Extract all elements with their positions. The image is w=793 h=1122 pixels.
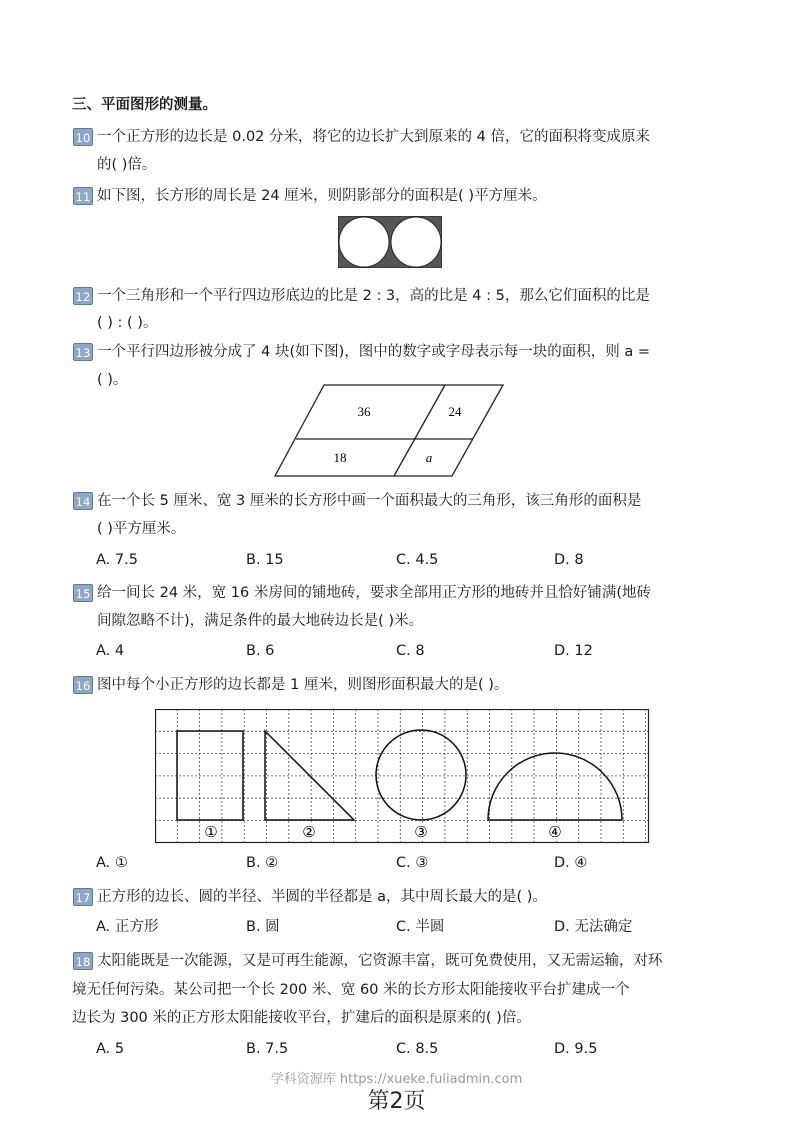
- q16-option-c[interactable]: C. ③: [396, 855, 429, 871]
- question-18-text-line3: 边长为 300 米的正方形太阳能接收平台，扩建后的面积是原来的( )倍。: [72, 1010, 531, 1026]
- question-number-17: 17: [73, 888, 93, 906]
- question-number-11: 11: [73, 187, 93, 205]
- shape-label-1: ①: [204, 823, 218, 841]
- q15-option-b[interactable]: B. 6: [246, 643, 275, 659]
- question-number-16: 16: [73, 676, 93, 694]
- shape-label-4: ④: [548, 823, 562, 841]
- question-16-text: 图中每个小正方形的边长都是 1 厘米，则图形面积最大的是( )。: [97, 677, 509, 693]
- footer-page-number: 第2页: [367, 1089, 426, 1114]
- q17-option-a[interactable]: A. 正方形: [96, 919, 159, 935]
- q15-option-a[interactable]: A. 4: [96, 643, 125, 659]
- question-number-15: 15: [73, 584, 93, 602]
- q18-option-a[interactable]: A. 5: [96, 1041, 125, 1057]
- question-10-text-line1: 一个正方形的边长是 0.02 分米，将它的边长扩大到原来的 4 倍，它的面积将变成原来: [97, 129, 650, 145]
- q14-option-a[interactable]: A. 7.5: [96, 552, 138, 568]
- area-label-36: 36: [357, 404, 371, 419]
- q18-option-c[interactable]: C. 8.5: [396, 1041, 439, 1057]
- parallelogram-outline: [275, 385, 503, 476]
- question-14-text-line1: 在一个长 5 厘米、宽 3 厘米的长方形中画一个面积最大的三角形，该三角形的面积是: [97, 493, 642, 509]
- q16-grid-figure: [155, 709, 651, 845]
- question-13-text-line2: ( )。: [97, 372, 128, 388]
- left-circle: [339, 217, 389, 267]
- q17-option-c[interactable]: C. 半圆: [396, 919, 445, 935]
- q15-option-c[interactable]: C. 8: [396, 643, 425, 659]
- question-15-text-line2: 间隙忽略不计)，满足条件的最大地砖边长是( )米。: [97, 613, 424, 629]
- question-18-text-line2: 境无任何污染。某公司把一个长 200 米、宽 60 米的长方形太阳能接收平台扩建成一个: [72, 982, 630, 998]
- q16-option-d[interactable]: D. ④: [554, 855, 588, 871]
- question-number-14: 14: [73, 492, 93, 510]
- q16-option-b[interactable]: B. ②: [246, 855, 279, 871]
- question-18-text-line1: 太阳能既是一次能源，又是可再生能源，它资源丰富，既可免费使用，又无需运输，对环: [97, 953, 663, 969]
- footer-site-link[interactable]: 学科资源库 https://xueke.fuliadmin.com: [270, 1072, 523, 1087]
- question-10-text-line2: 的( )倍。: [97, 157, 157, 173]
- question-17-text: 正方形的边长、圆的半径、半圆的半径都是 a，其中周长最大的是( )。: [97, 889, 547, 905]
- grid-border: [156, 710, 649, 843]
- question-14-text-line2: ( )平方厘米。: [97, 521, 186, 537]
- slanted-divider: [394, 385, 445, 476]
- q11-rectangle-circles-figure: [338, 216, 442, 268]
- shape-label-3: ③: [414, 823, 428, 841]
- shape-label-2: ②: [302, 823, 316, 841]
- area-label-a: a: [425, 450, 433, 465]
- question-15-text-line1: 给一间长 24 米，宽 16 米房间的铺地砖，要求全部用正方形的地砖并且恰好铺满(地砖: [97, 585, 651, 601]
- question-13-text-line1: 一个平行四边形被分成了 4 块(如下图)，图中的数字或字母表示每一块的面积，则 a =: [97, 344, 651, 360]
- q17-option-b[interactable]: B. 圆: [246, 919, 280, 935]
- q14-option-c[interactable]: C. 4.5: [396, 552, 439, 568]
- q17-option-d[interactable]: D. 无法确定: [554, 919, 633, 935]
- shape-1-rectangle: [177, 731, 243, 820]
- q15-option-d[interactable]: D. 12: [554, 643, 593, 659]
- q18-option-d[interactable]: D. 9.5: [554, 1041, 598, 1057]
- question-11-text: 如下图，长方形的周长是 24 厘米，则阴影部分的面积是( )平方厘米。: [97, 188, 547, 204]
- section-title: 三、平面图形的测量。: [72, 97, 217, 113]
- q13-parallelogram-figure: [272, 380, 508, 480]
- shape-4-semicircle: [488, 753, 622, 820]
- question-number-18: 18: [73, 952, 93, 970]
- q16-option-a[interactable]: A. ①: [96, 855, 128, 871]
- question-number-12: 12: [73, 287, 93, 305]
- q14-option-b[interactable]: B. 15: [246, 552, 284, 568]
- shape-3-circle: [376, 730, 466, 820]
- question-number-10: 10: [73, 128, 93, 146]
- q18-option-b[interactable]: B. 7.5: [246, 1041, 289, 1057]
- right-circle: [391, 217, 441, 267]
- question-12-text-line1: 一个三角形和一个平行四边形底边的比是 2 : 3，高的比是 4 : 5，那么它们面积的比是: [97, 288, 650, 304]
- question-12-text-line2: ( ) : ( )。: [97, 315, 158, 331]
- q14-option-d[interactable]: D. 8: [554, 552, 584, 568]
- question-number-13: 13: [73, 343, 93, 361]
- area-label-18: 18: [333, 450, 347, 465]
- area-label-24: 24: [448, 404, 462, 419]
- grid-lines: [155, 709, 649, 843]
